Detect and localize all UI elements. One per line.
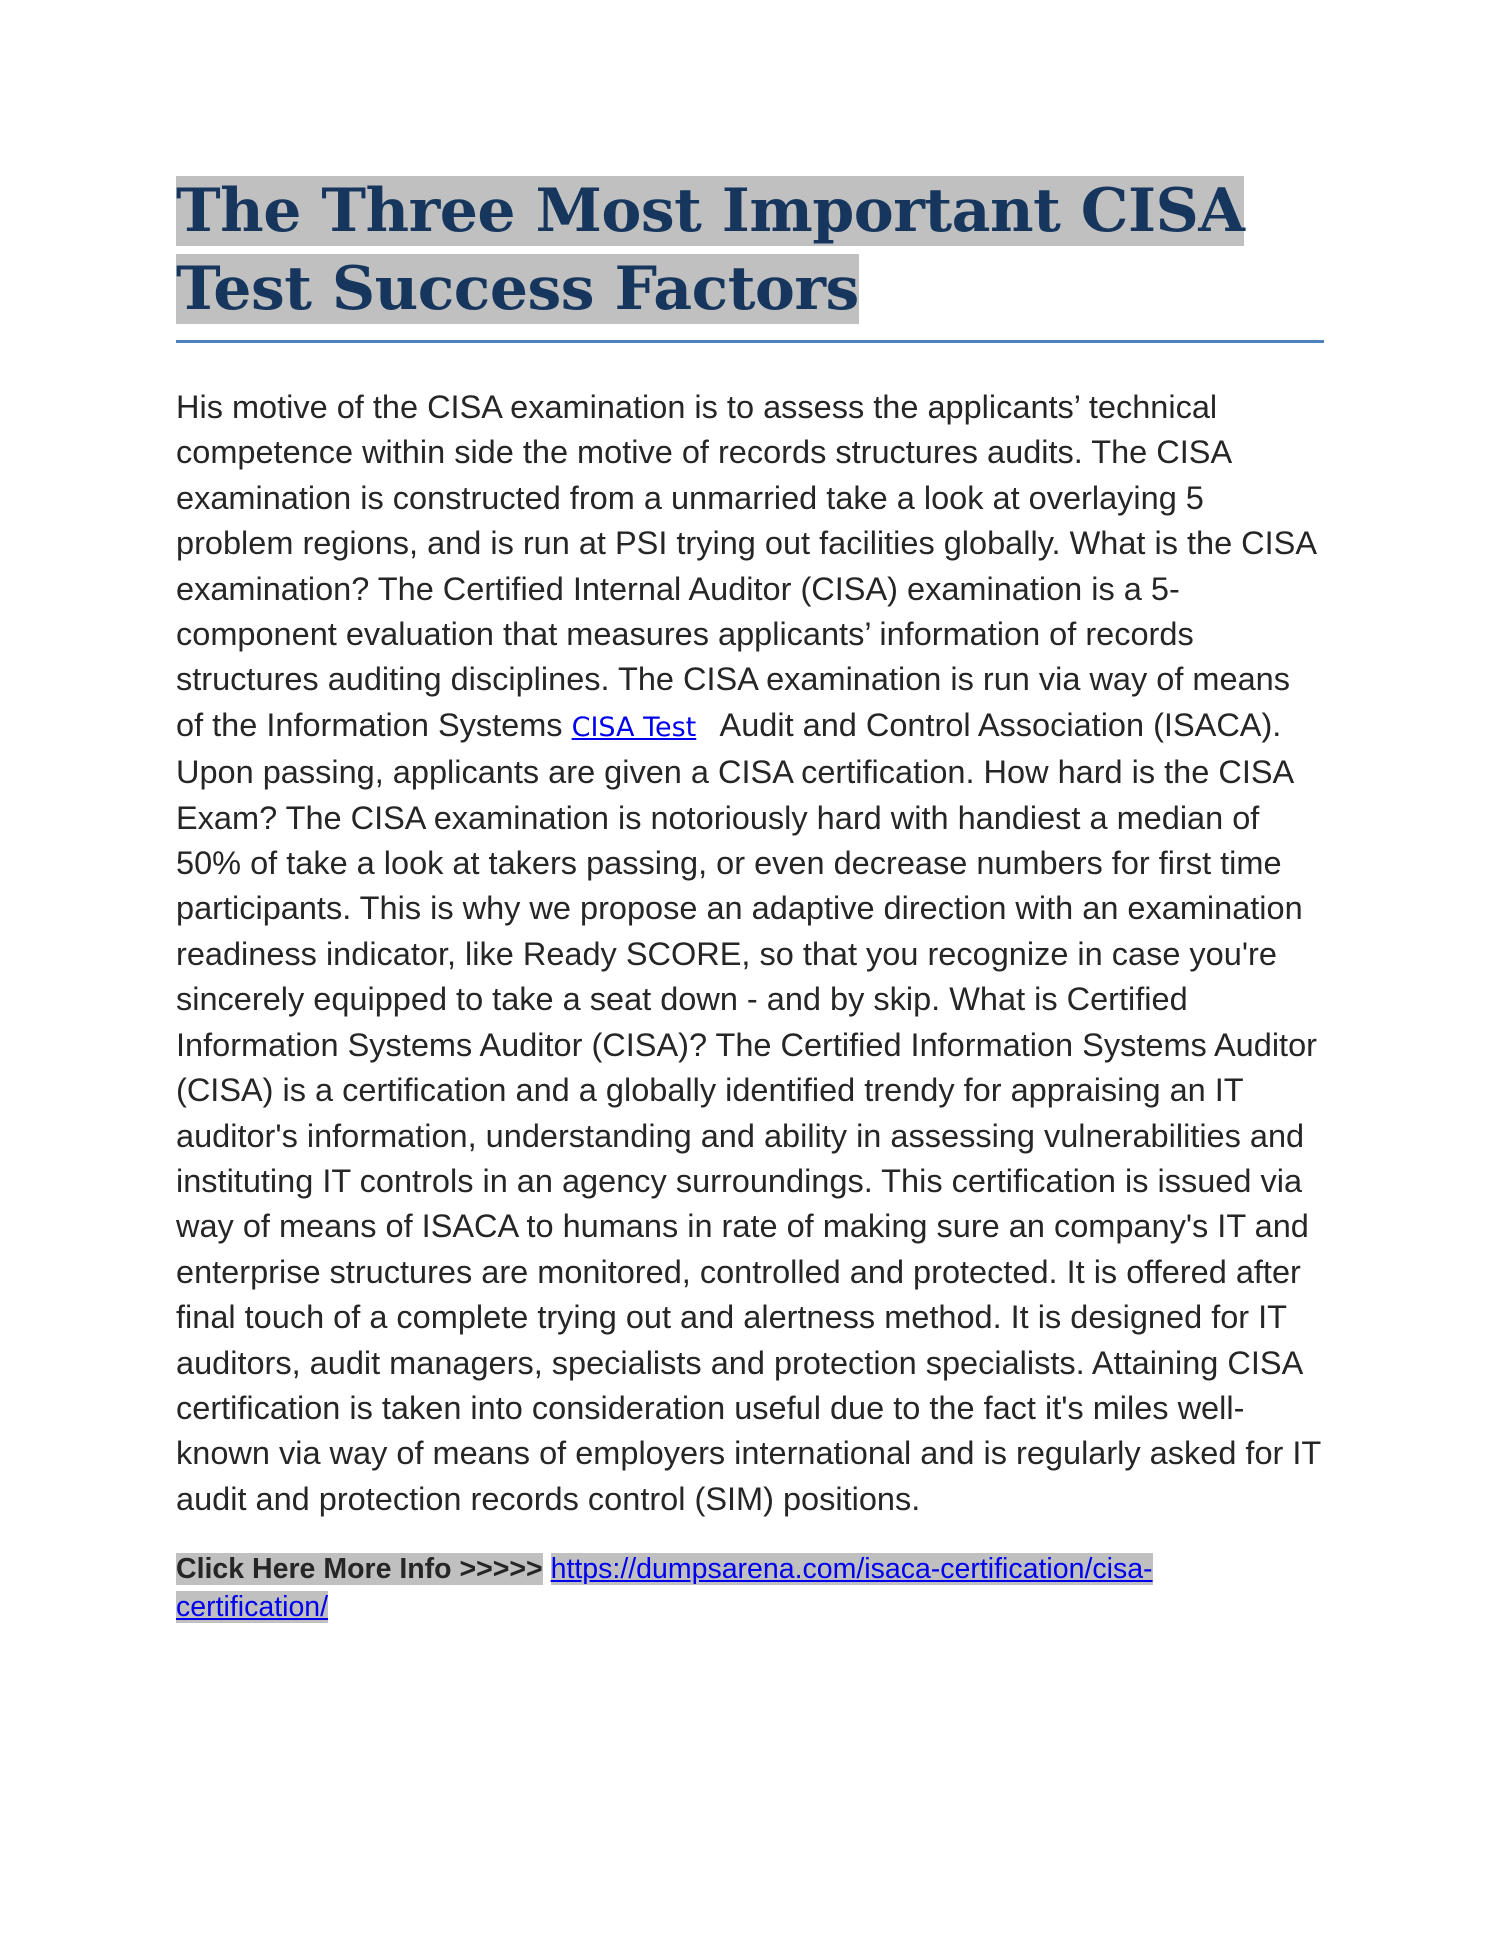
title-divider: [176, 340, 1324, 343]
body-paragraph: [176, 385, 1326, 1522]
document-title-text: The Three Most Important CISA Test Success Factors: [176, 176, 1245, 324]
cisa-test-link[interactable]: CISA Test: [571, 711, 697, 743]
body-text-part-2: Audit and Control Association (ISACA). Upon passing, applicants are given a CISA certification. How hard is the CISA Exam? The CISA examination is notoriously hard with handiest a median of 50% of take a look at takers passing, or even decrease numbers for first time participants. This is why we propose an adaptive direction with an examination readiness indicator, like Ready SCORE, so that you recognize in case you're sincerely equipped to take a seat down - and by skip. What is Certified Information Systems Auditor (CISA)? The Certified Information Systems Auditor (CISA) is a certification and a globally identified trendy for appraising an IT auditor's information, understanding and ability in assessing vulnerabilities and instituting IT controls in an agency surroundings. This certification is issued via way of means of ISACA to humans in rate of making sure an company's IT and enterprise structures are monitored, controlled and protected. It is offered after final touch of a complete trying out and alertness method. It is designed for IT auditors, audit managers, specialists and protection specialists. Attaining CISA certification is taken into consideration useful due to the fact it's miles well-known via way of means of employers international and is regularly asked for IT audit and protection records control (SIM) positions.: [176, 706, 1321, 1517]
more-info-line: [176, 1550, 1216, 1626]
more-info-url-link[interactable]: https://dumpsarena.com/isaca-certification/cisa-certification/: [176, 1553, 1153, 1624]
body-text-part-1: His motive of the CISA examination is to assess the applicants’ technical competence within side the motive of records structures audits. The CISA examination is constructed from a unmarried take a look at overlaying 5 problem regions, and is run at PSI trying out facilities globally. What is the CISA examination? The Certified Internal Auditor (CISA) examination is a 5-component evaluation that measures applicants’ information of records structures auditing disciplines. The CISA examination is run via way of means of the Information Systems: [176, 389, 1316, 743]
document-content: [176, 172, 1326, 1626]
document-title: [176, 172, 1326, 328]
more-info-label: Click Here More Info >>>>>: [176, 1553, 543, 1586]
